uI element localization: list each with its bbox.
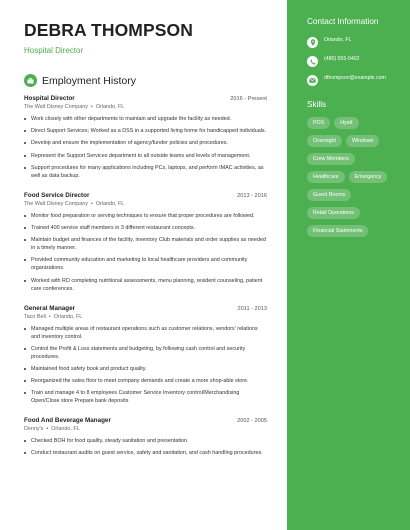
job-dates: 2011 - 2013: [237, 305, 267, 312]
skill-tag: Healthcare: [307, 171, 345, 183]
candidate-name: DEBRA THOMPSON: [24, 20, 193, 40]
contact-row: [307, 55, 400, 67]
job-bullet: Represent the Support Services department to all outside teams and levels of management.: [24, 152, 267, 160]
skill-tag: Overnight: [307, 135, 342, 147]
contact-row: [307, 74, 400, 86]
job-entry: [24, 192, 267, 293]
job-company: The Walt Disney Company: [24, 200, 88, 207]
separator-dot: •: [48, 313, 51, 320]
phone-icon: [307, 56, 318, 67]
job-title: Hospital Director: [24, 95, 75, 102]
job-company: Denny's: [24, 426, 44, 433]
job-bullet: Maintained food safety book and product quality.: [24, 365, 267, 373]
job-bullet: Monitor food preparation or serving techniques to ensure that proper procedures are followed.: [24, 212, 267, 220]
skill-tag: Windows: [346, 135, 380, 147]
job-bullet: Worked with RD completing nutritional assessments, menu planning, resident counseling, patient care conferences.: [24, 277, 267, 293]
job-bullet-list: [24, 437, 267, 457]
job-bullet: Conduct restaurant audits on guest service, safety and sanitation, and cash handling procedures.: [24, 449, 267, 457]
skills-list: [307, 117, 400, 243]
job-location: Orlando, FL: [95, 200, 125, 207]
job-bullet-list: [24, 212, 267, 293]
job-meta: [24, 201, 267, 207]
job-title: Food Service Director: [24, 191, 90, 199]
job-bullet: Trained 400 service staff members in 3 different restaurant concepts.: [24, 224, 267, 232]
job-bullet: Develop and ensure the implementation of agency/funder policies and procedures.: [24, 139, 267, 147]
job-location: Orlando, FL: [51, 426, 80, 433]
job-location: Orlando, FL: [95, 104, 125, 110]
job-bullet: Maintain budget and finances of the facility, inventory Club materials and order supplies as needed in a timely manner.: [24, 236, 267, 252]
job-header: [24, 192, 267, 199]
job-dates: 2013 - 2016: [237, 192, 267, 199]
job-bullet: Work closely with other departments to maintain and upgrade the facility as needed.: [24, 115, 267, 123]
skill-tag: Financial Statements: [307, 225, 368, 237]
job-title: Food And Beverage Manager: [24, 417, 111, 425]
job-header: [24, 417, 267, 424]
job-bullet: Provided community education and marketing to local healthcare providers and community organizations.: [24, 256, 267, 272]
separator-dot: •: [90, 104, 93, 110]
job-location: Orlando, FL: [53, 313, 83, 320]
skill-tag: POS: [307, 117, 330, 129]
skill-tag: Retail Operations: [307, 207, 360, 219]
job-title: General Manager: [24, 304, 76, 312]
job-bullet: Managed multiple areas of restaurant operations such as customer relations, vendors' relations and inventory control.: [24, 325, 267, 341]
contact-text: (480) 555-0402: [324, 56, 360, 62]
job-dates: 2016 - Present: [230, 96, 267, 102]
job-meta: [24, 426, 267, 432]
skill-tag: Guest Rooms: [307, 189, 351, 201]
resume-sidebar: [287, 0, 410, 530]
contact-list: [307, 36, 400, 86]
skill-tag: Hyatt: [334, 117, 358, 129]
job-bullet: Direct Support Services; Worked as a DSS in a supported living home for handicapped individuals.: [24, 127, 267, 135]
separator-dot: •: [46, 426, 49, 433]
job-dates: 2002 - 2005: [237, 418, 267, 425]
job-header: [24, 95, 267, 102]
job-bullet: Support procedures for many applications including PCs, laptops, and perform IMAC activities, as well as data backup.: [24, 164, 267, 180]
employment-section-title: Employment History: [42, 74, 136, 87]
job-company: Taco Bell: [24, 313, 46, 320]
skills-section-title: Skills: [307, 100, 327, 109]
separator-dot: •: [90, 200, 93, 207]
job-bullet: Reorganized the sales floor to meet company demands and create a more shop-able store.: [24, 377, 267, 385]
contact-row: [307, 36, 400, 48]
contact-section-title: Contact Information: [307, 17, 379, 26]
job-entry: [24, 305, 267, 406]
job-entry: [24, 95, 267, 180]
job-meta: [24, 104, 267, 110]
skill-tag: Emergency: [349, 171, 388, 183]
job-header: [24, 305, 267, 312]
job-bullet: Checked BOH for food quality, steady sanitation and presentation.: [24, 437, 267, 445]
employment-list: [24, 95, 267, 457]
candidate-role: Hospital Director: [24, 46, 84, 55]
job-bullet-list: [24, 325, 267, 406]
job-bullet-list: [24, 115, 267, 180]
job-bullet: Control the Profit & Loss statements and budgeting, by following cash control and security procedures.: [24, 345, 267, 361]
skill-tag: Crew Members: [307, 153, 355, 165]
job-company: The Walt Disney Company: [24, 104, 88, 110]
contact-text: Orlando, FL: [324, 37, 352, 43]
job-meta: [24, 314, 267, 320]
job-entry: [24, 417, 267, 457]
email-icon: [307, 75, 318, 86]
employment-section-header: [24, 74, 267, 87]
contact-text: dthompson@example.com: [324, 75, 386, 81]
job-bullet: Train and manage 4 to 8 employees Customer Service Inventory control/Merchandising Open/Close store Prepare bank deposits: [24, 389, 267, 405]
briefcase-icon: [24, 74, 37, 87]
location-pin-icon: [307, 37, 318, 48]
